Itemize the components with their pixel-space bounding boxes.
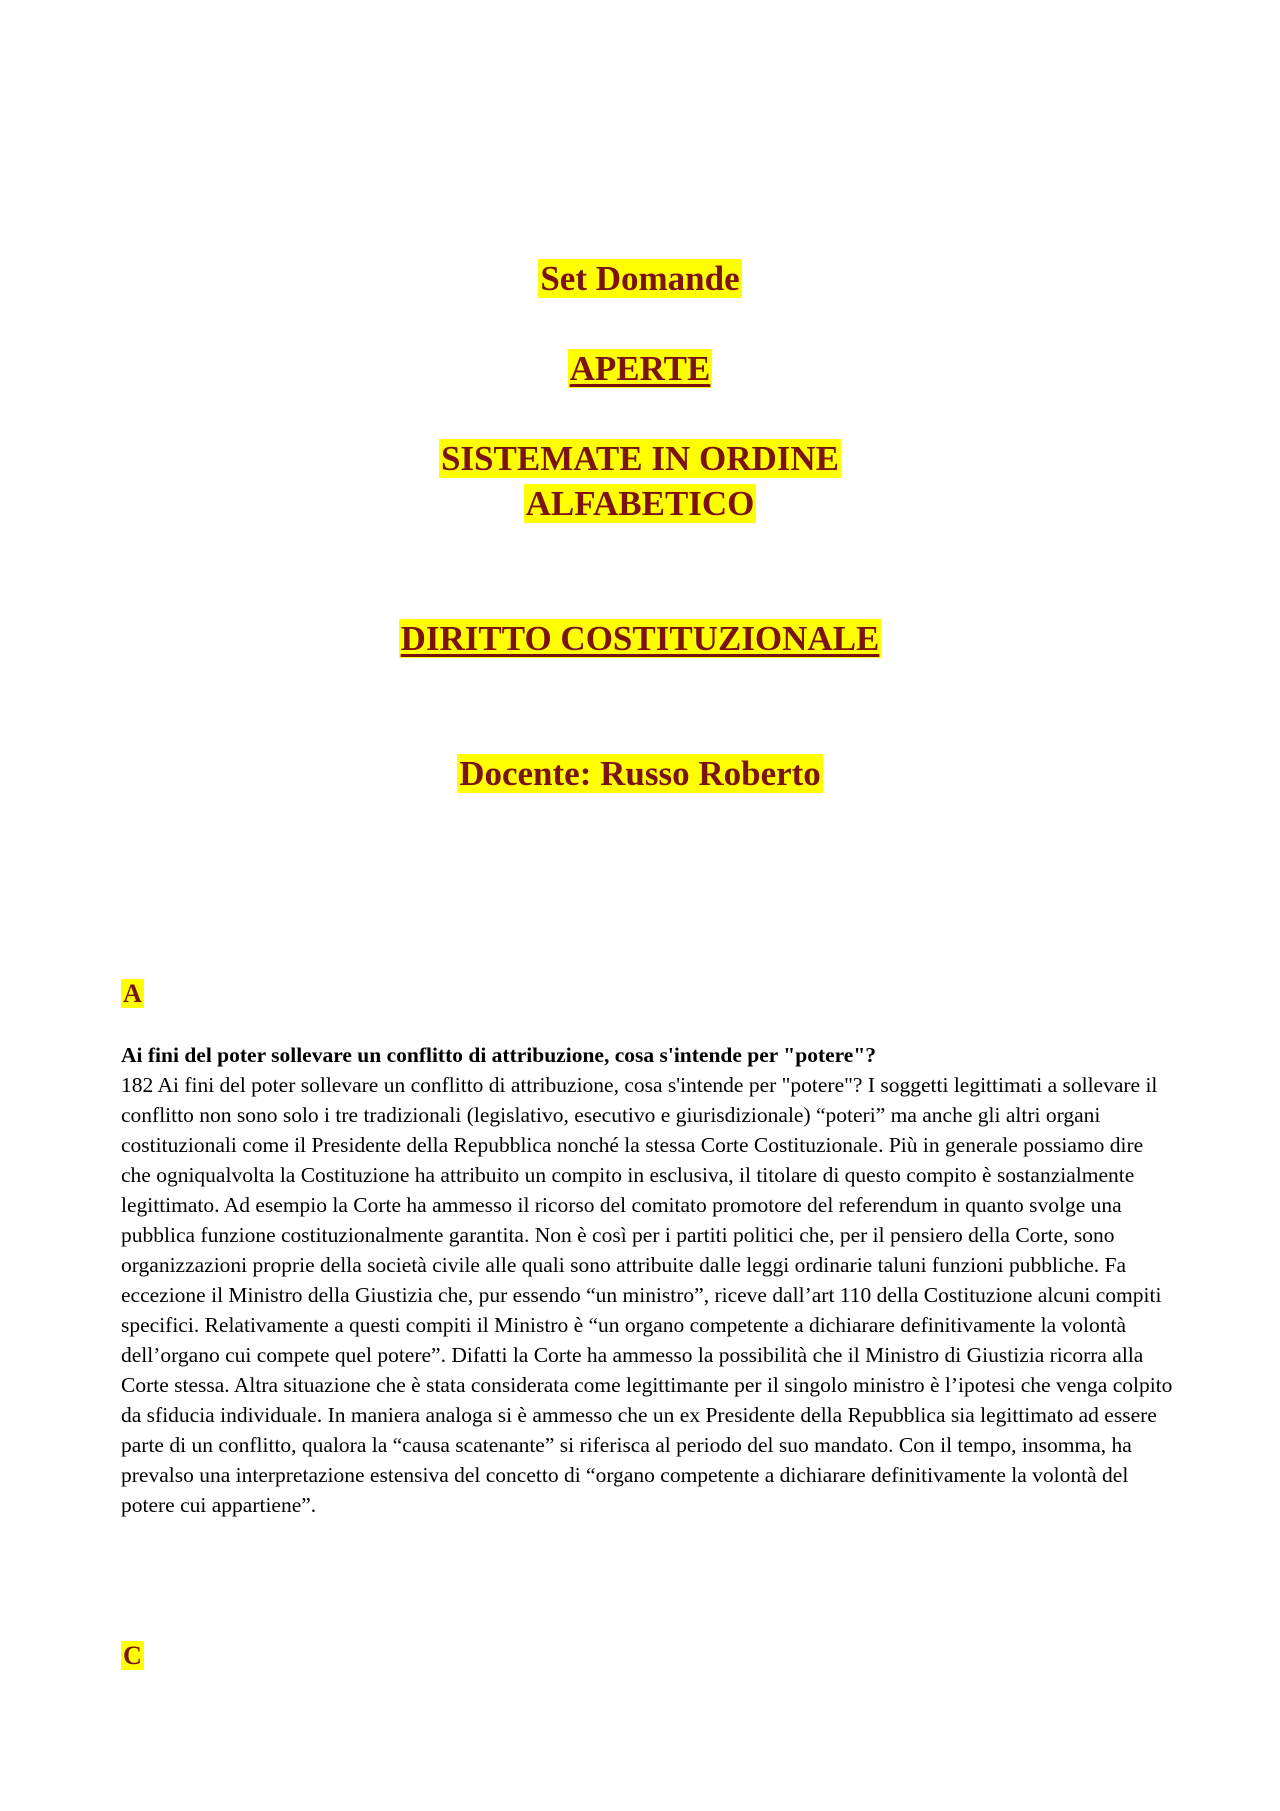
section-letter-c: C xyxy=(123,1641,142,1670)
question-heading: Ai fini del poter sollevare un conflitto di attribuzione, cosa s'intende per "potere"? xyxy=(121,1043,877,1067)
answer-paragraph: 182 Ai fini del poter sollevare un conflitto di attribuzione, cosa s'intende per "potere"? I soggetti legittimati a sollevare il conflitto non sono solo i tre tradizionali (legislativo, esecutivo e giurisdizionale) “poteri” ma anche gli altri organi costituzionali come il Presidente della Repubblica nonché la stessa Corte Costituzionale. Più in generale possiamo dire che ogniqualvolta la Costituzione ha attribuito un compito in esclusiva, il titolare di questo compito è sostanzialmente legittimato. Ad esempio la Corte ha ammesso il ricorso del comitato promotore del referendum in quanto svolge una pubblica funzione costituzionalmente garantita. Non è così per i partiti politici che, per il pensiero della Corte, sono organizzazioni proprie della società civile alle quali sono attribuite dalle leggi ordinarie taluni funzioni pubbliche. Fa eccezione il Ministro della Giustizia che, pur essendo “un ministro”, riceve dall’art 110 della Costituzione alcuni compiti specifici. Relativamente a questi compiti il Ministro è “un organo competente a dichiarare definitivamente la volontà dell’organo cui compete quel potere”. Difatti la Corte ha ammesso la possibilità che il Ministro di Giustizia ricorra alla Corte stessa. Altra situazione che è stata considerata come legittimante per il singolo ministro è l’ipotesi che venga colpito da sfiducia individuale. In maniera analoga si è ammesso che un ex Presidente della Repubblica sia legittimato ad essere parte di un conflitto, qualora la “causa scatenante” si riferisca al periodo del suo mandato. Con il tempo, insomma, ha prevalso una interpretazione estensiva del concetto di “organo competente a dichiarare definitivamente la volontà del potere cui appartiene”. xyxy=(121,1073,1173,1517)
document-title-sistemate: SISTEMATE IN ORDINE xyxy=(440,439,840,478)
document-title-alfabetico: ALFABETICO xyxy=(525,484,755,523)
document-title-set-domande: Set Domande xyxy=(540,259,740,298)
document-title-aperte: APERTE xyxy=(569,349,711,388)
course-title: DIRITTO COSTITUZIONALE xyxy=(400,619,880,658)
section-letter-a: A xyxy=(123,979,142,1008)
teacher-name: Docente: Russo Roberto xyxy=(459,754,821,793)
